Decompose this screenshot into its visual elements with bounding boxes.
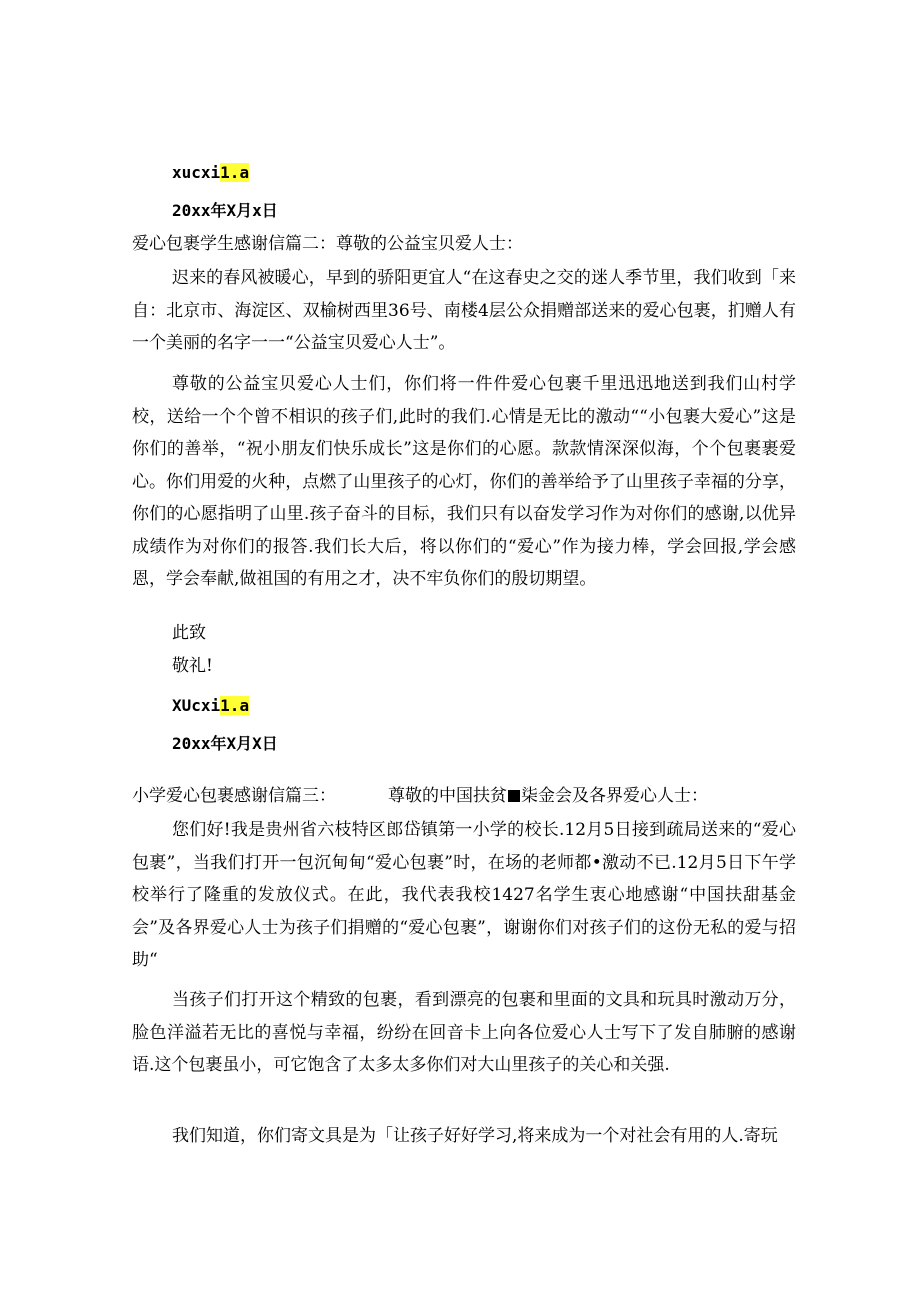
signature-date-2: 20xx年X月X日: [172, 734, 278, 753]
redaction-block-icon: [508, 790, 520, 802]
letter2-title: 爱心包裹学生感谢信篇二：尊敬的公益宝贝爱人士：: [132, 234, 523, 254]
signature-name-text: xucxi: [172, 163, 221, 182]
signature-name-2: [172, 695, 249, 717]
highlighted-text: 1.a: [220, 163, 250, 182]
letter3-paragraph-2: 当孩子们打开这个精致的包裹，看到漂亮的包裹和里面的文具和玩具时激动万分，脸色洋溢若无比的喜悦与幸福，纷纷在回音卡上向各位爱心人士写下了发自肺腑的感谢语.这个包裹虽小，可它饱含了太多太多你们对大山里孩子的关心和关强.: [132, 990, 796, 1075]
closing-salute: 敬礼!: [172, 656, 213, 676]
signature-name-1: [172, 162, 249, 184]
letter3-title: [132, 785, 708, 807]
letter2-paragraph-2: 尊敬的公益宝贝爱心人士们，你们将一件件爱心包裹千里迅迅地送到我们山村学校，送给一个个曾不相识的孩子们,此时的我们.心情是无比的激动““小包裹大爱心”这是你们的善举，“祝小朋友们快乐成长”这是你们的心愿。款款情深深似海，个个包裹裹爱心。你们用爱的火种，点燃了山里孩子的心灯，你们的善举给予了山里孩子幸福的分享，你们的心愿指明了山里.孩子奋斗的目标，我们只有以奋发学习作为对你们的感谢,以优异成绩作为对你们的报答.我们长大后，将以你们的“爱心”作为接力棒，学会回报,学会感恩，学会奉献,做祖国的有用之才，决不牢负你们的殷切期望。: [132, 374, 796, 589]
letter3-title-right-b: 柒金会及各界爱心人士：: [521, 786, 708, 806]
letter3-paragraph-3: 我们知道，你们寄文具是为「让孩子好好学习,将来成为一个对社会有用的人.寄玩: [172, 1126, 778, 1146]
signature-name-text: XUcxi: [172, 696, 221, 715]
letter2-paragraph-1: 迟来的春风被暖心，早到的骄阳更宜人“在这春史之交的迷人季节里，我们收到「来自：北京市、海淀区、双榆树西里36号、南楼4层公众捐赠部送来的爱心包裹，扪赠人有一个美丽的名字一一“公益宝贝爱心人士”。: [132, 268, 796, 353]
highlighted-text: 1.a: [220, 696, 250, 715]
letter3-title-right-a: 尊敬的中国扶贫: [388, 786, 507, 806]
closing-greeting: 此致: [172, 623, 206, 643]
letter3-title-left: 小学爱心包裹感谢信篇三：: [132, 786, 336, 806]
signature-date-1: 20xx年X月x日: [172, 201, 278, 220]
letter3-paragraph-1: 您们好!我是贵州省六枝特区郎岱镇第一小学的校长.12月5日接到疏局送来的“爱心包裹”，当我们打开一包沉甸甸“爱心包裹”时，在场的老师都•激动不已.12月5日下午学校举行了隆重的发放仪式。在此，我代表我校1427名学生衷心地感谢“中国扶甜基金会”及各界爱心人士为孩子们捐赠的“爱心包裹”，谢谢你们对孩子们的这份无私的爱与招助“: [132, 820, 796, 970]
